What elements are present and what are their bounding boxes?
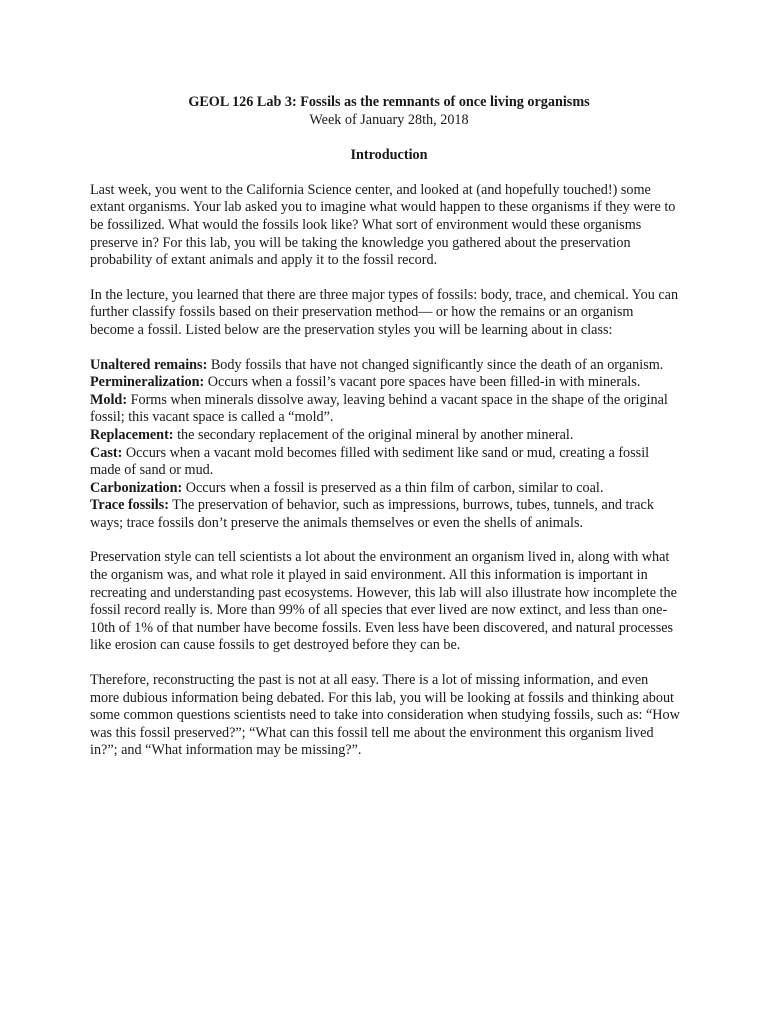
- term-label: Replacement:: [90, 426, 174, 443]
- term-definition: Occurs when a vacant mold becomes filled with sediment like sand or mud, creating a fossil made of sand or mud.: [90, 444, 650, 479]
- term-definition: Body fossils that have not changed significantly since the death of an organism.: [207, 356, 664, 373]
- term-item-mold: [90, 392, 680, 427]
- document-body: [90, 94, 680, 760]
- preservation-styles-list: [90, 357, 680, 533]
- intro-paragraph-2: In the lecture, you learned that there are three major types of fossils: body, trace, and chemical. You can further classify fossils based on their preservation method— or how the remains or an organism become a fossil. Listed below are the preservation styles you will be learning about in class:: [90, 286, 679, 338]
- term-definition: Occurs when a fossil’s vacant pore spaces have been filled-in with minerals.: [204, 374, 641, 391]
- intro-paragraph-1: Last week, you went to the California Science center, and looked at (and hopefully touched!) some extant organisms. Your lab asked you to imagine what would happen to these organisms if they were to be fossilized. What would the fossils look like? What sort of environment would these organisms preserve in? For this lab, you will be taking the knowledge you gathered about the preservation probability of extant animals and apply it to the fossil record.: [90, 181, 676, 269]
- term-definition: Forms when minerals dissolve away, leaving behind a vacant space in the shape of the original fossil; this vacant space is called a “mold”.: [90, 391, 668, 426]
- document-title: GEOL 126 Lab 3: Fossils as the remnants of once living organisms: [188, 94, 590, 110]
- term-label: Carbonization:: [90, 479, 183, 496]
- term-label: Trace fossils:: [90, 497, 169, 514]
- document-date: Week of January 28th, 2018: [309, 111, 469, 128]
- term-label: Mold:: [90, 391, 128, 408]
- term-item-replacement: [90, 427, 680, 445]
- intro-paragraph-3: Preservation style can tell scientists a lot about the environment an organism lived in, along with what the organism was, and what role it played in said environment. All this information is important in recreating and understanding past ecosystems. However, this lab will also illustrate how incomplete the fossil record really is. More than 99% of all species that ever lived are now extinct, and less than one-10th of 1% of that number have become fossils. Even less have been discovered, and natural processes like erosion can cause fossils to get destroyed before they can be.: [90, 549, 677, 654]
- term-definition: The preservation of behavior, such as impressions, burrows, tubes, tunnels, and track ways; trace fossils don’t preserve the animals themselves or even the shells of animals.: [90, 497, 654, 531]
- intro-paragraph-4: Therefore, reconstructing the past is not at all easy. There is a lot of missing information, and even more dubious information being debated. For this lab, you will be looking at fossils and thinking about some common questions scientists need to take into consideration when studying fossils, such as: “How was this fossil preserved?”; “What can this fossil tell me about the environment this organism lived in?”; and “What information may be missing?”.: [90, 672, 680, 759]
- term-definition: the secondary replacement of the original mineral by another mineral.: [173, 426, 574, 443]
- term-item-cast: [90, 445, 680, 480]
- term-label: Cast:: [90, 444, 123, 461]
- section-heading: Introduction: [350, 147, 428, 164]
- term-label: Unaltered remains:: [90, 356, 208, 373]
- term-item-unaltered-remains: [90, 357, 680, 375]
- term-item-trace-fossils: [90, 497, 680, 532]
- term-item-permineralization: [90, 374, 680, 392]
- term-definition: Occurs when a fossil is preserved as a thin film of carbon, similar to coal.: [182, 479, 604, 496]
- term-item-carbonization: [90, 480, 680, 498]
- term-label: Permineralization:: [90, 374, 205, 391]
